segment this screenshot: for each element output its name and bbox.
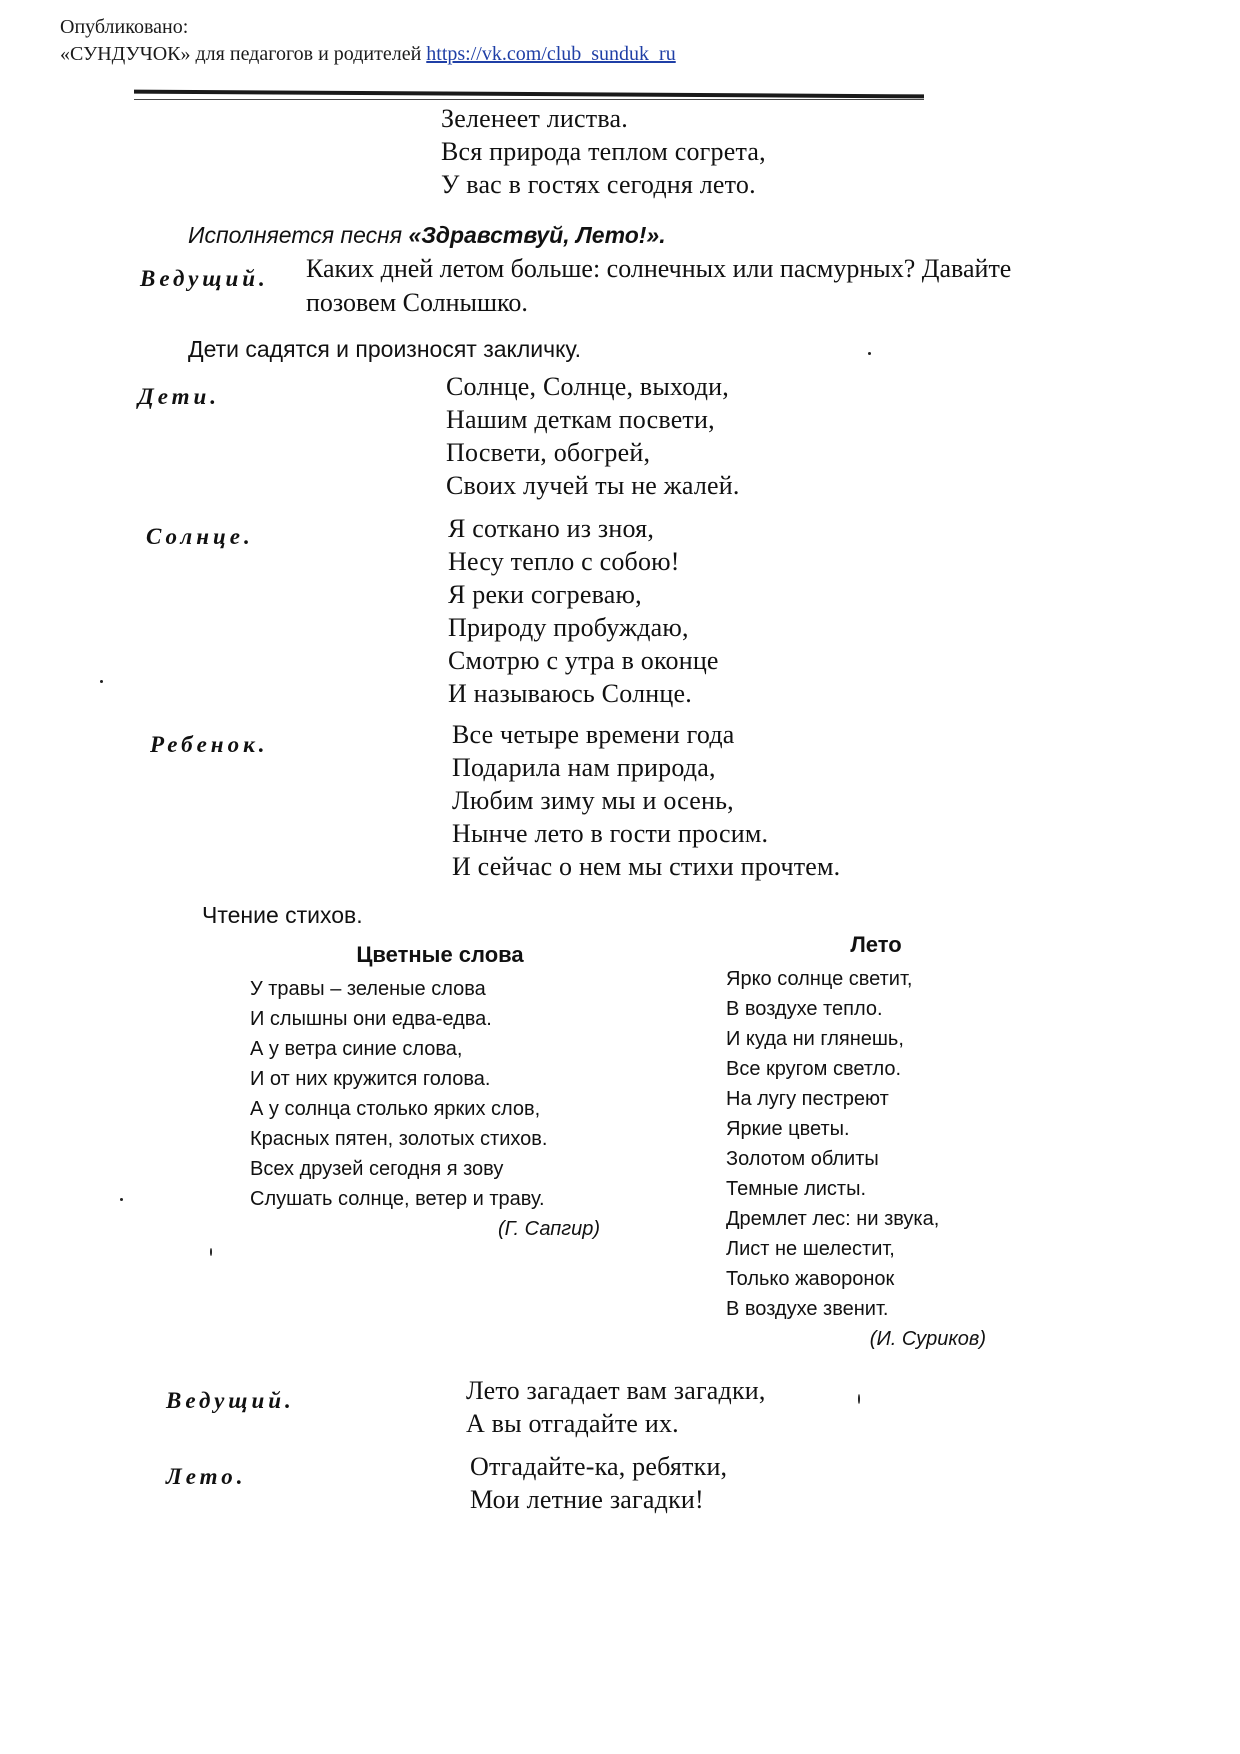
poem-line: В воздухе тепло. [726, 998, 883, 1020]
publisher-line [60, 41, 676, 68]
vk-club-link[interactable]: https://vk.com/club_sunduk_ru [426, 43, 676, 65]
poem-line: У травы – зеленые слова [250, 978, 486, 1000]
intro-verse [441, 102, 766, 201]
verse-line: Лето загадает вам загадки, [466, 1376, 766, 1405]
verse-line: Зеленеет листва. [441, 104, 628, 133]
poem-line: Слушать солнце, ветер и траву. [250, 1188, 545, 1210]
poem-line: Золотом облиты [726, 1148, 879, 1170]
poem-line: На лугу пестреют [726, 1088, 889, 1110]
verse-line: Солнце, Солнце, выходи, [446, 372, 729, 401]
poem-line: Все кругом светло. [726, 1058, 902, 1080]
verse-line: Отгадайте-ка, ребятки, [470, 1452, 728, 1481]
poem-title: Цветные слова [356, 942, 524, 967]
scan-speck [120, 1198, 123, 1201]
poem-line: В воздухе звенит. [726, 1298, 889, 1320]
verse-line: Подарила нам природа, [452, 753, 716, 782]
sun-verse [448, 512, 719, 710]
poem-line: И от них кружится голова. [250, 1068, 491, 1090]
role-host: Ведущий. [140, 266, 269, 291]
role-sun: Солнце. [146, 524, 254, 549]
host-speech: Каких дней летом больше: солнечных или пасмурных? Давайте позовем Солнышко. [306, 254, 1012, 317]
poem-line: Лист не шелестит, [726, 1238, 895, 1260]
verse-line: У вас в гостях сегодня лето. [441, 170, 756, 199]
poem-line: А у ветра синие слова, [250, 1038, 463, 1060]
role-host: Ведущий. [166, 1388, 295, 1413]
song-title: «Здравствуй, Лето!». [408, 222, 666, 248]
poem-line: А у солнца столько ярких слов, [250, 1098, 541, 1120]
role-children: Дети. [138, 384, 221, 409]
role-child: Ребенок. [150, 732, 269, 757]
verse-line: Посвети, обогрей, [446, 438, 651, 467]
publisher-name: «СУНДУЧОК» для педагогов и родителей [60, 43, 427, 65]
published-label: Опубликовано: [60, 16, 189, 38]
verse-line: Я соткано из зноя, [448, 514, 655, 543]
poem-line: Только жаворонок [726, 1268, 895, 1290]
verse-line: И называюсь Солнце. [448, 679, 692, 708]
scan-speck [210, 1248, 212, 1256]
scan-speck [858, 1394, 860, 1404]
song-direction: Исполняется песня «Здравствуй, Лето!». [188, 222, 666, 248]
host-riddle-intro [466, 1374, 766, 1440]
poem-line: И слышны они едва-едва. [250, 1008, 492, 1030]
stage-reading-direction: Чтение стихов. [202, 902, 363, 928]
child-verse [452, 718, 840, 883]
verse-line: Мои летние загадки! [470, 1485, 704, 1514]
poem-line: Яркие цветы. [726, 1118, 850, 1140]
poem-line: Темные листы. [726, 1178, 866, 1200]
verse-line: А вы отгадайте их. [466, 1409, 679, 1438]
verse-line: Я реки согреваю, [448, 580, 642, 609]
publication-header [60, 14, 676, 68]
verse-line: Нашим деткам посвети, [446, 405, 715, 434]
top-rule-thin [134, 99, 924, 100]
summer-verse [470, 1450, 727, 1516]
poem-colored-words [250, 940, 600, 1244]
poem-line: И куда ни глянешь, [726, 1028, 904, 1050]
verse-line: Несу тепло с собою! [448, 547, 680, 576]
poem-title: Лето [850, 932, 902, 957]
verse-line: И сейчас о нем мы стихи прочтем. [452, 852, 841, 881]
poem-line: Ярко солнце светит, [726, 968, 913, 990]
poem-author: (Г. Сапгир) [498, 1218, 600, 1240]
poem-line: Дремлет лес: ни звука, [726, 1208, 940, 1230]
verse-line: Нынче лето в гости просим. [452, 819, 769, 848]
verse-line: Смотрю с утра в оконце [448, 646, 719, 675]
children-verse [446, 370, 740, 502]
role-summer: Лето. [166, 1464, 247, 1489]
poem-summer [726, 930, 986, 1354]
poem-line: Всех друзей сегодня я зову [250, 1158, 504, 1180]
verse-line: Любим зиму мы и осень, [452, 786, 734, 815]
scan-speck [868, 352, 871, 355]
verse-line: Все четыре времени года [452, 720, 735, 749]
verse-line: Природу пробуждаю, [448, 613, 689, 642]
verse-line: Своих лучей ты не жалей. [446, 471, 740, 500]
stage-children-direction: Дети садятся и произносят закличку. [188, 336, 582, 362]
poem-author: (И. Суриков) [869, 1328, 986, 1350]
verse-line: Вся природа теплом согрета, [441, 137, 766, 166]
poem-line: Красных пятен, золотых стихов. [250, 1128, 548, 1150]
top-rule [134, 90, 924, 99]
scan-speck [100, 680, 103, 683]
